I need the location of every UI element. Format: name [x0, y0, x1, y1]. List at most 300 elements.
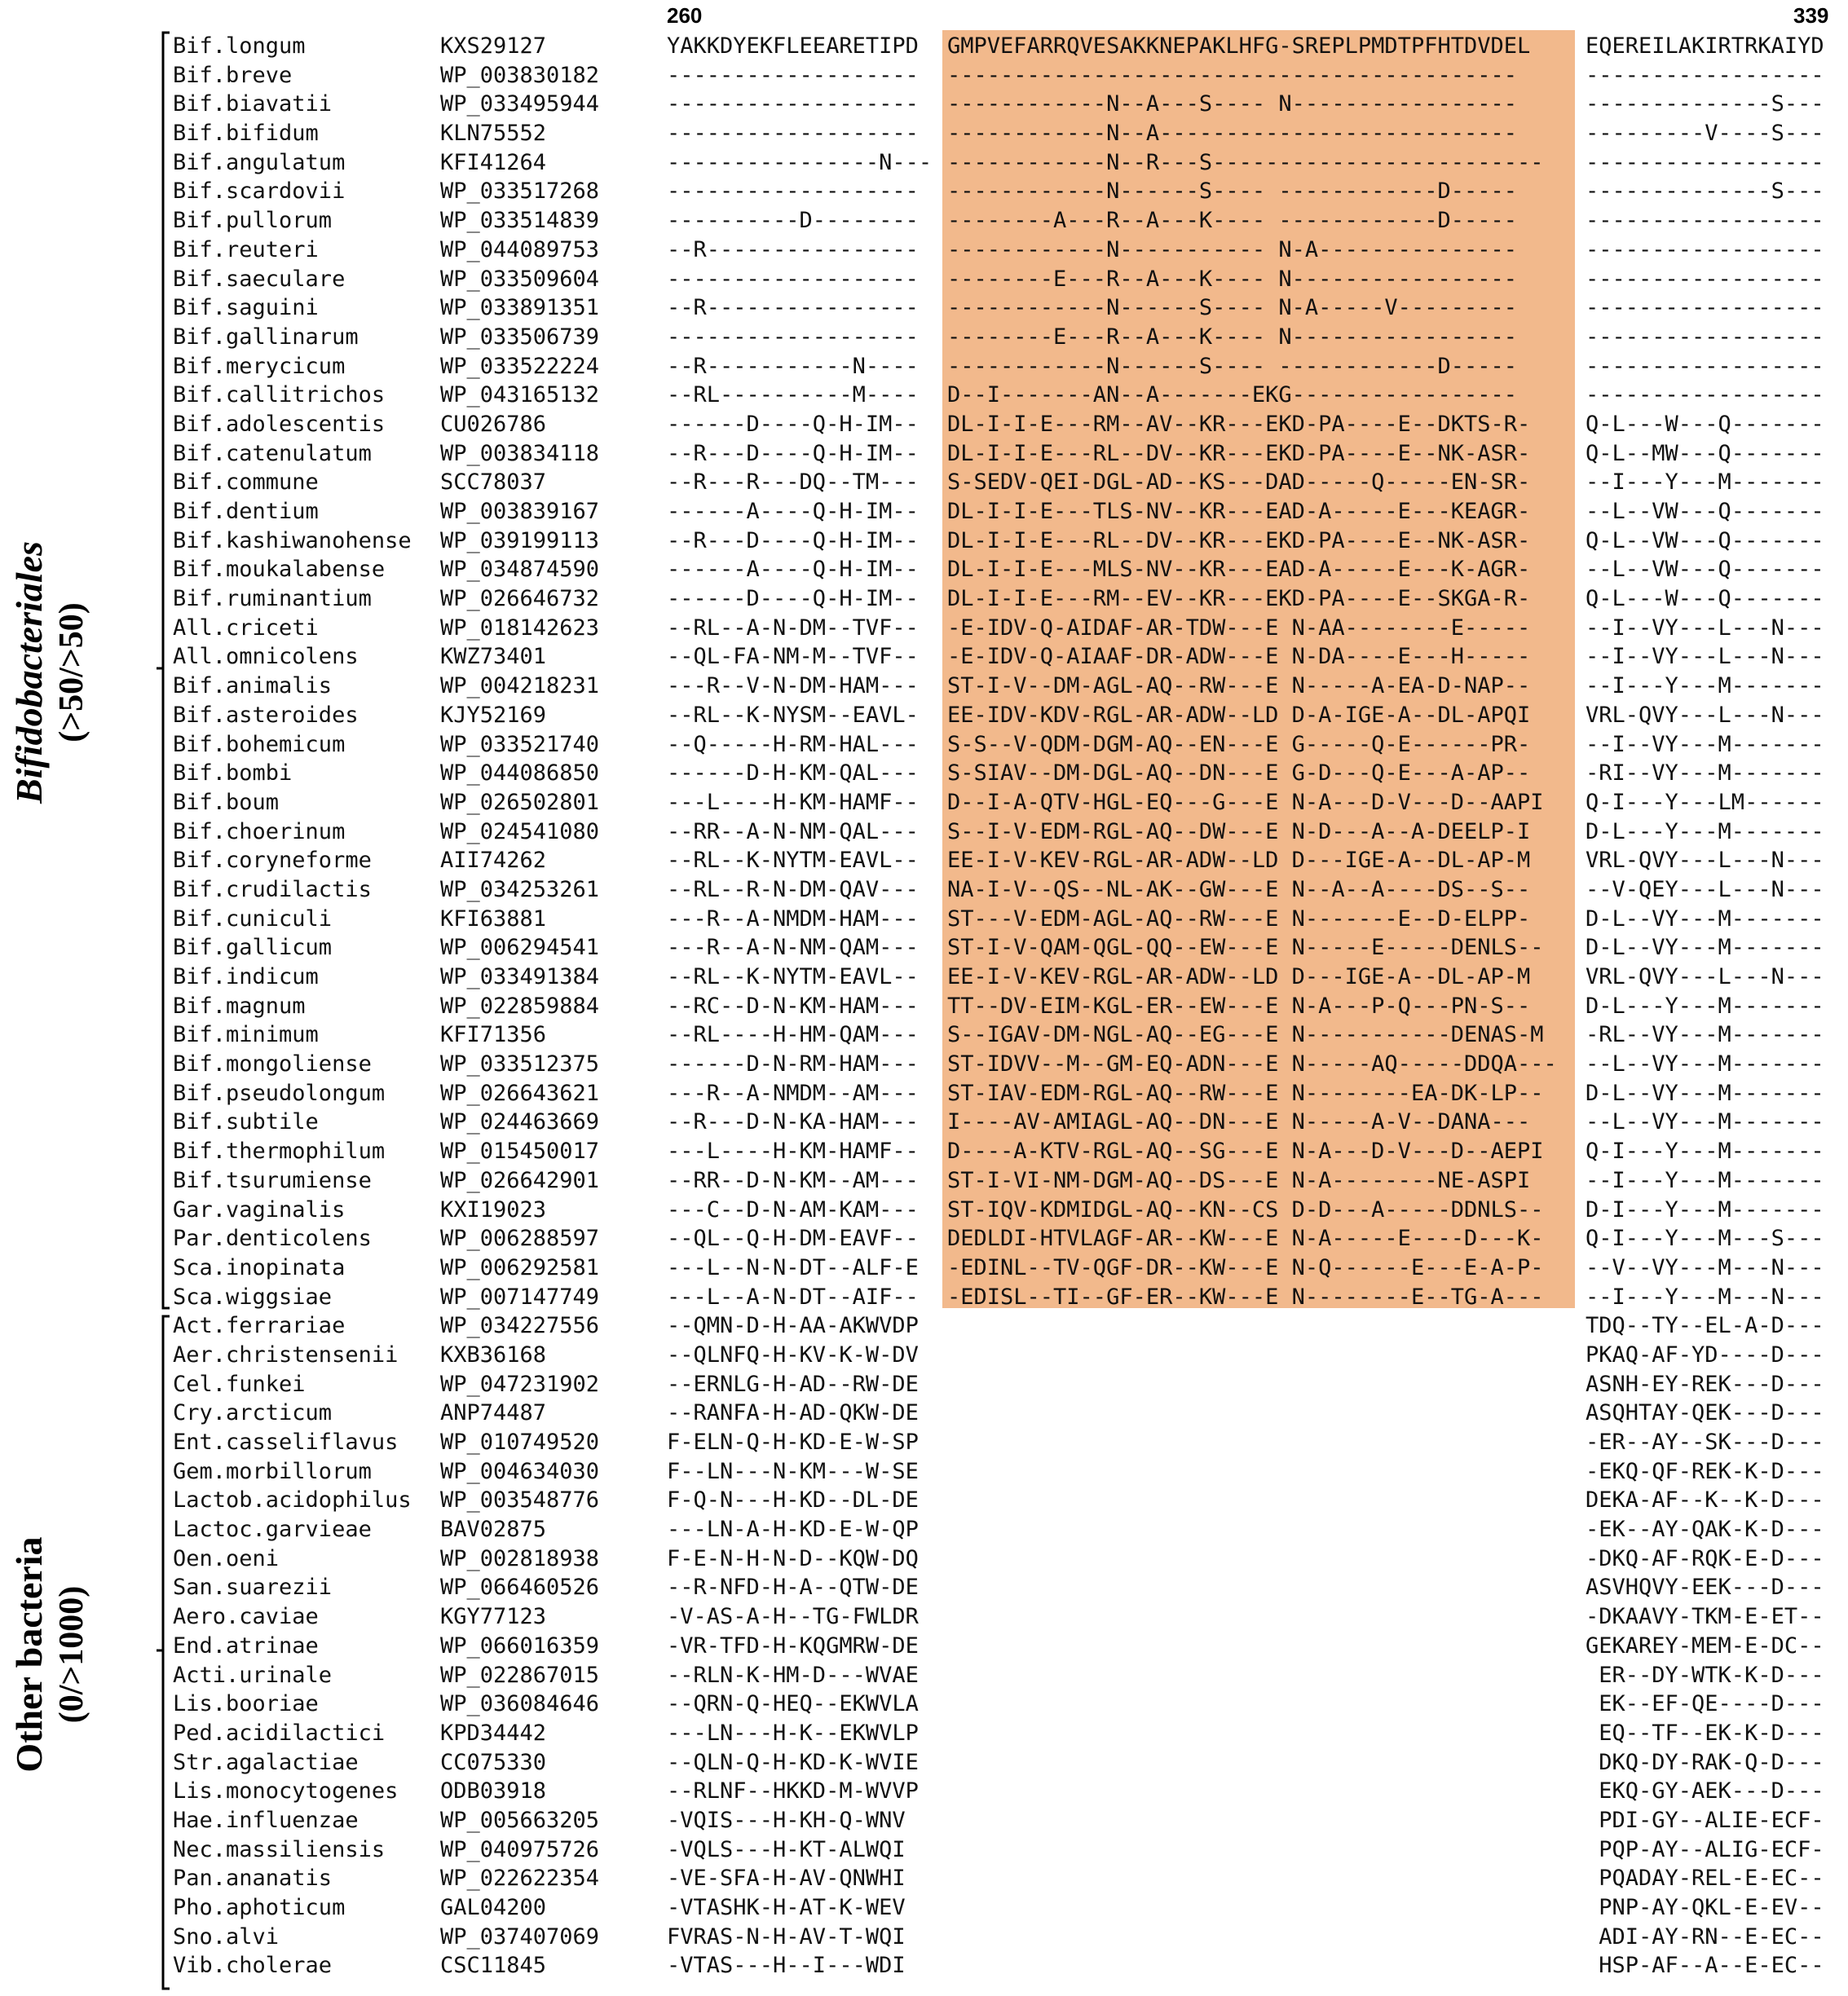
- sequence-segment-right: -EKQ-QF-REK-K-D---: [1586, 1458, 1824, 1484]
- accession-number: KFI63881: [440, 905, 547, 932]
- sequence-segment-right: -EK--AY-QAK-K-D---: [1586, 1517, 1824, 1543]
- sequence-segment-right: --I---Y---M-------: [1586, 1167, 1824, 1193]
- sequence-segment-left: --R---R---DQ--TM---: [667, 469, 919, 496]
- sequence-segment-right: --I--VY---M-------: [1586, 731, 1824, 757]
- sequence-segment-right: -ER--AY--SK---D---: [1586, 1430, 1824, 1455]
- accession-number: KFI71356: [440, 1022, 547, 1048]
- sequence-segment-right: ER--DY-WTK-K-D---: [1586, 1662, 1824, 1688]
- accession-number: WP_033495944: [440, 91, 600, 117]
- sequence-segment-left: ---L--A-N-DT--AIF--: [667, 1284, 919, 1310]
- sequence-segment-left: --QL--Q-H-DM-EAVF--: [667, 1226, 919, 1252]
- sequence-segment-right: D-L---Y---M-------: [1586, 818, 1824, 844]
- sequence-segment-right: --------------S---: [1586, 91, 1824, 117]
- species-name: Bif.saeculare: [173, 266, 346, 292]
- alignment-row: [0, 553, 1848, 583]
- sequence-segment-highlighted: ST-IQV-KDMIDGL-AQ--KN--CS D-D---A-----DDNLS--: [947, 1196, 1544, 1223]
- sequence-segment-left: ---R--A-N-NM-QAM---: [667, 935, 919, 961]
- alignment-row: [0, 729, 1848, 758]
- accession-number: ODB03918: [440, 1778, 547, 1804]
- species-name: Bif.bifidum: [173, 121, 319, 147]
- species-name: Bif.merycicum: [173, 353, 346, 379]
- alignment-row: [0, 1194, 1848, 1223]
- sequence-segment-highlighted: ST-IAV-EDM-RGL-AQ--RW---E N--------EA-DK-LP--: [947, 1080, 1544, 1106]
- sequence-segment-right: -RI--VY---M-------: [1586, 760, 1824, 787]
- sequence-segment-left: -VTAS---H--I---WDI: [667, 1953, 906, 1979]
- sequence-segment-right: ADI-AY-RN--E-EC--: [1586, 1923, 1824, 1950]
- sequence-segment-left: --R----------------: [667, 295, 919, 321]
- sequence-segment-right: EK--EF-QE----D---: [1586, 1691, 1824, 1717]
- sequence-segment-right: --L--VY---M-------: [1586, 1109, 1824, 1135]
- sequence-segment-left: --RLN-K-HM-D---WVAE: [667, 1662, 919, 1688]
- sequence-segment-left: -VE-SFA-H-AV-QNWHI: [667, 1866, 906, 1892]
- accession-number: KFI41264: [440, 149, 547, 175]
- accession-number: WP_044089753: [440, 236, 600, 262]
- group-name: Bifidobacteriales: [8, 541, 50, 804]
- sequence-segment-right: --L--VW---Q-------: [1586, 557, 1824, 583]
- accession-number: CSC11845: [440, 1953, 547, 1979]
- sequence-segment-highlighted: ------------N------S---- ------------D-----: [947, 178, 1517, 205]
- alignment-row: [0, 699, 1848, 729]
- alignment-row: [0, 59, 1848, 89]
- alignment-row: [0, 612, 1848, 641]
- species-name: Cel.funkei: [173, 1371, 306, 1397]
- accession-number: WP_033491384: [440, 964, 600, 989]
- alignment-row: [0, 1223, 1848, 1252]
- sequence-segment-left: ---R--A-NMDM--AM---: [667, 1080, 919, 1106]
- position-start-label: 260: [667, 3, 703, 28]
- sequence-segment-right: --I--VY---L---N---: [1586, 644, 1824, 670]
- accession-number: WP_066016359: [440, 1632, 600, 1659]
- sequence-segment-right: PNP-AY-QKL-E-EV--: [1586, 1895, 1824, 1920]
- species-name: Lactob.acidophilus: [173, 1487, 412, 1514]
- sequence-segment-right: VRL-QVY---L---N---: [1586, 848, 1824, 874]
- alignment-row: [0, 961, 1848, 990]
- sequence-segment-left: YAKKDYEKFLEEARETIPD: [667, 33, 919, 59]
- sequence-segment-right: PKAQ-AF-YD----D---: [1586, 1342, 1824, 1368]
- accession-number: WP_040975726: [440, 1836, 600, 1862]
- sequence-segment-left: ------A----Q-H-IM--: [667, 557, 919, 583]
- alignment-row: [0, 757, 1848, 787]
- sequence-segment-left: --RL--K-NYTM-EAVL--: [667, 964, 919, 989]
- species-name: Bif.moukalabense: [173, 557, 386, 583]
- species-name: Bif.subtile: [173, 1109, 319, 1135]
- accession-number: WP_033512375: [440, 1051, 600, 1077]
- sequence-segment-left: --QLNFQ-H-KV-K-W-DV: [667, 1342, 919, 1368]
- sequence-segment-right: ---------V----S---: [1586, 121, 1824, 147]
- sequence-segment-left: -------------------: [667, 266, 919, 292]
- alignment-row: [0, 1310, 1848, 1339]
- species-name: End.atrinae: [173, 1632, 319, 1659]
- species-name: Acti.urinale: [173, 1662, 333, 1688]
- alignment-row: [0, 1892, 1848, 1921]
- position-end-label: 339: [1793, 3, 1829, 28]
- accession-number: GAL04200: [440, 1895, 547, 1920]
- species-name: Bif.longum: [173, 33, 306, 59]
- sequence-segment-left: -------------------: [667, 121, 919, 147]
- alignment-row: [0, 1368, 1848, 1398]
- accession-number: KWZ73401: [440, 644, 547, 670]
- accession-number: WP_033514839: [440, 208, 600, 234]
- sequence-segment-left: ------D----Q-H-IM--: [667, 586, 919, 612]
- species-name: Bif.breve: [173, 62, 293, 88]
- species-name: Bif.minimum: [173, 1022, 319, 1048]
- accession-number: WP_004218231: [440, 673, 600, 699]
- sequence-segment-left: --QRN-Q-HEQ--EKWVLA: [667, 1691, 919, 1717]
- accession-number: WP_015450017: [440, 1139, 600, 1165]
- species-name: Bif.catenulatum: [173, 440, 372, 466]
- accession-number: WP_036084646: [440, 1691, 600, 1717]
- sequence-segment-left: -------------------: [667, 91, 919, 117]
- alignment-row: [0, 1397, 1848, 1426]
- accession-number: WP_024463669: [440, 1109, 600, 1135]
- accession-number: CU026786: [440, 411, 547, 437]
- sequence-segment-right: --V--VY---M---N---: [1586, 1254, 1824, 1280]
- sequence-segment-right: -DKAAVY-TKM-E-ET--: [1586, 1604, 1824, 1630]
- species-name: Bif.tsurumiense: [173, 1167, 372, 1193]
- sequence-segment-highlighted: --------E---R--A---K---- N-----------------: [947, 324, 1517, 350]
- sequence-segment-right: ------------------: [1586, 62, 1824, 88]
- alignment-row: [0, 1950, 1848, 1979]
- species-name: All.criceti: [173, 615, 319, 641]
- species-name: Bif.indicum: [173, 964, 319, 989]
- species-name: Bif.scardovii: [173, 178, 346, 205]
- accession-number: WP_006292581: [440, 1254, 600, 1280]
- alignment-row: [0, 1630, 1848, 1659]
- species-name: Bif.gallicum: [173, 935, 333, 961]
- sequence-segment-left: --RL----H-HM-QAM---: [667, 1022, 919, 1048]
- accession-number: WP_026646732: [440, 586, 600, 612]
- sequence-segment-left: ---LN---H-K--EKWVLP: [667, 1720, 919, 1746]
- sequence-segment-right: ------------------: [1586, 266, 1824, 292]
- accession-number: KXB36168: [440, 1342, 547, 1368]
- accession-number: WP_022622354: [440, 1866, 600, 1892]
- sequence-segment-highlighted: EE-I-V-KEV-RGL-AR-ADW--LD D---IGE-A--DL-AP-M: [947, 964, 1531, 989]
- alignment-row: [0, 147, 1848, 176]
- accession-number: WP_006288597: [440, 1226, 600, 1252]
- accession-number: WP_010749520: [440, 1430, 600, 1455]
- species-name: Vib.cholerae: [173, 1953, 333, 1979]
- sequence-segment-highlighted: S--I-V-EDM-RGL-AQ--DW---E N-D---A--A-DEELP-I: [947, 818, 1531, 844]
- alignment-row: [0, 641, 1848, 670]
- sequence-segment-highlighted: -E-IDV-Q-AIAAF-DR-ADW---E N-DA----E---H-----: [947, 644, 1531, 670]
- alignment-row: [0, 175, 1848, 205]
- sequence-segment-left: --R-NFD-H-A--QTW-DE: [667, 1575, 919, 1601]
- sequence-segment-right: Q-L---W---Q-------: [1586, 586, 1824, 612]
- alignment-row: [0, 1514, 1848, 1543]
- species-name: Gem.morbillorum: [173, 1458, 372, 1484]
- alignment-row: [0, 117, 1848, 147]
- sequence-segment-right: ------------------: [1586, 353, 1824, 379]
- sequence-segment-right: Q-L--VW---Q-------: [1586, 527, 1824, 553]
- sequence-segment-left: -VQLS---H-KT-ALWQI: [667, 1836, 906, 1862]
- species-name: Lactoc.garvieae: [173, 1517, 372, 1543]
- sequence-segment-left: ------A----Q-H-IM--: [667, 499, 919, 524]
- species-name: Bif.saguini: [173, 295, 319, 321]
- sequence-segment-highlighted: DL-I-I-E---TLS-NV--KR---EAD-A-----E---KEAGR-: [947, 499, 1531, 524]
- accession-number: BAV02875: [440, 1517, 547, 1543]
- sequence-segment-highlighted: S-SIAV--DM-DGL-AQ--DN---E G-D---Q-E---A-AP--: [947, 760, 1531, 787]
- group-support: (0/>1000): [53, 1585, 90, 1724]
- species-name: Bif.angulatum: [173, 149, 346, 175]
- sequence-segment-left: --RLNF--HKKD-M-WVVP: [667, 1778, 919, 1804]
- species-name: Bif.mongoliense: [173, 1051, 372, 1077]
- sequence-segment-left: F-Q-N---H-KD--DL-DE: [667, 1487, 919, 1514]
- sequence-segment-left: ---L----H-KM-HAMF--: [667, 789, 919, 815]
- sequence-segment-highlighted: ------------N----------- N-A---------------: [947, 236, 1517, 262]
- sequence-segment-left: --RR--A-N-NM-QAL---: [667, 818, 919, 844]
- sequence-segment-left: --RL--K-NYTM-EAVL--: [667, 848, 919, 874]
- sequence-segment-highlighted: D----A-KTV-RGL-AQ--SG---E N-A---D-V---D--AEPI: [947, 1139, 1544, 1165]
- species-name: Bif.boum: [173, 789, 280, 815]
- sequence-segment-right: ------------------: [1586, 324, 1824, 350]
- sequence-segment-left: --RL--K-NYSM--EAVL-: [667, 702, 919, 728]
- alignment-row: [0, 1426, 1848, 1456]
- sequence-segment-highlighted: ------------N--A---S---- N-----------------: [947, 91, 1517, 117]
- sequence-segment-right: --L--VY---M-------: [1586, 1051, 1824, 1077]
- sequence-segment-highlighted: ------------N--A---------------------------: [947, 121, 1517, 147]
- species-name: Bif.commune: [173, 469, 319, 496]
- alignment-row: [0, 379, 1848, 408]
- alignment-row: [0, 990, 1848, 1020]
- sequence-segment-left: -------------------: [667, 324, 919, 350]
- accession-number: KXI19023: [440, 1196, 547, 1223]
- sequence-segment-left: --R-----------N----: [667, 353, 919, 379]
- sequence-segment-right: VRL-QVY---L---N---: [1586, 702, 1824, 728]
- sequence-segment-right: ------------------: [1586, 382, 1824, 408]
- alignment-row: [0, 1834, 1848, 1863]
- alignment-row: [0, 1688, 1848, 1717]
- sequence-segment-left: ----------D--------: [667, 208, 919, 234]
- sequence-segment-left: --QL-FA-NM-M--TVF--: [667, 644, 919, 670]
- alignment-row: [0, 292, 1848, 321]
- species-name: Bif.magnum: [173, 993, 306, 1019]
- alignment-row: [0, 1921, 1848, 1950]
- accession-number: WP_034227556: [440, 1313, 600, 1339]
- species-name: Bif.asteroides: [173, 702, 359, 728]
- sequence-segment-right: D-L--VY---M-------: [1586, 1080, 1824, 1106]
- sequence-segment-highlighted: ST-IDVV--M--GM-EQ-ADN---E N-----AQ-----DDQA---: [947, 1051, 1557, 1077]
- sequence-segment-highlighted: ST-I-V-QAM-QGL-QQ--EW---E N-----E-----DENLS--: [947, 935, 1544, 961]
- alignment-row: [0, 350, 1848, 380]
- alignment-row: [0, 1165, 1848, 1194]
- species-name: Pan.ananatis: [173, 1866, 333, 1892]
- sequence-segment-right: HSP-AF--A--E-EC--: [1586, 1953, 1824, 1979]
- alignment-row: [0, 408, 1848, 438]
- accession-number: WP_018142623: [440, 615, 600, 641]
- accession-number: WP_003834118: [440, 440, 600, 466]
- accession-number: KLN75552: [440, 121, 547, 147]
- sequence-segment-right: GEKAREY-MEM-E-DC--: [1586, 1632, 1824, 1659]
- sequence-segment-highlighted: D--I-A-QTV-HGL-EQ---G---E N-A---D-V---D--AAPI: [947, 789, 1544, 815]
- sequence-segment-left: --RR--D-N-KM--AM---: [667, 1167, 919, 1193]
- sequence-segment-highlighted: ------------N------S---- N-A-----V---------: [947, 295, 1517, 321]
- alignment-row: [0, 844, 1848, 874]
- accession-number: WP_007147749: [440, 1284, 600, 1310]
- alignment-row: [0, 1659, 1848, 1689]
- sequence-segment-highlighted: -EDISL--TI--GF-ER--KW---E N--------E--TG-A---: [947, 1284, 1544, 1310]
- sequence-segment-right: ------------------: [1586, 149, 1824, 175]
- sequence-segment-right: EKQ-GY-AEK---D---: [1586, 1778, 1824, 1804]
- accession-number: WP_006294541: [440, 935, 600, 961]
- species-name: Sca.inopinata: [173, 1254, 346, 1280]
- accession-number: WP_034253261: [440, 876, 600, 902]
- accession-number: WP_033509604: [440, 266, 600, 292]
- alignment-row: [0, 525, 1848, 554]
- sequence-segment-highlighted: DL-I-I-E---RM--EV--KR---EKD-PA----E--SKGA-R-: [947, 586, 1531, 612]
- sequence-segment-highlighted: S-SEDV-QEI-DGL-AD--KS---DAD-----Q-----EN-SR-: [947, 469, 1531, 496]
- sequence-segment-highlighted: ST---V-EDM-AGL-AQ--RW---E N-------E--D-ELPP-: [947, 905, 1531, 932]
- sequence-segment-right: --I---Y---M-------: [1586, 469, 1824, 496]
- accession-number: KGY77123: [440, 1604, 547, 1630]
- alignment-row: [0, 30, 1848, 59]
- alignment-row: [0, 1339, 1848, 1368]
- species-name: Nec.massiliensis: [173, 1836, 386, 1862]
- sequence-segment-left: F--LN---N-KM---W-SE: [667, 1458, 919, 1484]
- sequence-segment-right: ASVHQVY-EEK---D---: [1586, 1575, 1824, 1601]
- accession-number: WP_026502801: [440, 789, 600, 815]
- sequence-segment-left: ---LN-A-H-KD-E-W-QP: [667, 1517, 919, 1543]
- species-name: Bif.animalis: [173, 673, 333, 699]
- alignment-row: [0, 670, 1848, 699]
- sequence-segment-left: ---L--N-N-DT--ALF-E: [667, 1254, 919, 1280]
- alignment-row: [0, 1601, 1848, 1630]
- alignment-row: [0, 88, 1848, 117]
- sequence-segment-right: --I---Y---M-------: [1586, 673, 1824, 699]
- accession-number: WP_002818938: [440, 1545, 600, 1571]
- species-name: Bif.choerinum: [173, 818, 346, 844]
- sequence-segment-highlighted: DL-I-I-E---RL--DV--KR---EKD-PA----E--NK-ASR-: [947, 527, 1531, 553]
- alignment-row: [0, 1543, 1848, 1572]
- sequence-segment-left: ---L----H-KM-HAMF--: [667, 1139, 919, 1165]
- accession-number: WP_043165132: [440, 382, 600, 408]
- alignment-row: [0, 1048, 1848, 1077]
- sequence-segment-left: FVRAS-N-H-AV-T-WQI: [667, 1923, 906, 1950]
- accession-number: CC075330: [440, 1749, 547, 1775]
- sequence-segment-left: --QLN-Q-H-KD-K-WVIE: [667, 1749, 919, 1775]
- sequence-segment-highlighted: DEDLDI-HTVLAGF-AR--KW---E N-A-----E----D---K-: [947, 1226, 1544, 1252]
- accession-number: WP_026643621: [440, 1080, 600, 1106]
- sequence-segment-left: F-E-N-H-N-D--KQW-DQ: [667, 1545, 919, 1571]
- accession-number: KXS29127: [440, 33, 547, 59]
- sequence-segment-highlighted: ------------N------S---- ------------D-----: [947, 353, 1517, 379]
- species-name: Bif.coryneforme: [173, 848, 372, 874]
- species-name: Bif.dentium: [173, 499, 319, 524]
- species-name: Sno.alvi: [173, 1923, 280, 1950]
- species-name: Aero.caviae: [173, 1604, 319, 1630]
- sequence-segment-left: --RANFA-H-AD-QKW-DE: [667, 1400, 919, 1426]
- sequence-segment-highlighted: EE-IDV-KDV-RGL-AR-ADW--LD D-A-IGE-A--DL-APQI: [947, 702, 1531, 728]
- accession-number: WP_033522224: [440, 353, 600, 379]
- alignment-row: [0, 321, 1848, 350]
- sequence-segment-right: Q-I---Y---M---S---: [1586, 1226, 1824, 1252]
- sequence-segment-highlighted: DL-I-I-E---RL--DV--KR---EKD-PA----E--NK-ASR-: [947, 440, 1531, 466]
- sequence-segment-left: -V-AS-A-H--TG-FWLDR: [667, 1604, 919, 1630]
- species-name: Oen.oeni: [173, 1545, 280, 1571]
- sequence-segment-right: D-L--VY---M-------: [1586, 935, 1824, 961]
- species-name: Bif.crudilactis: [173, 876, 372, 902]
- alignment-row: [0, 1747, 1848, 1776]
- accession-number: WP_005663205: [440, 1807, 600, 1833]
- sequence-segment-left: --R---D----Q-H-IM--: [667, 440, 919, 466]
- sequence-segment-right: ASNH-EY-REK---D---: [1586, 1371, 1824, 1397]
- sequence-segment-left: ------D----Q-H-IM--: [667, 411, 919, 437]
- sequence-segment-highlighted: GMPVEFARRQVESAKKNEPAKLHFG-SREPLPMDTPFHTDVDEL: [947, 33, 1531, 59]
- sequence-segment-right: ------------------: [1586, 208, 1824, 234]
- accession-number: WP_003830182: [440, 62, 600, 88]
- sequence-segment-right: --V-QEY---L---N---: [1586, 876, 1824, 902]
- sequence-segment-right: D-I---Y---M-------: [1586, 1196, 1824, 1223]
- alignment-row: [0, 234, 1848, 263]
- sequence-segment-left: --Q-----H-RM-HAL---: [667, 731, 919, 757]
- species-name: Ped.acidilactici: [173, 1720, 386, 1746]
- species-name: Lis.monocytogenes: [173, 1778, 399, 1804]
- sequence-segment-left: --RL----------M----: [667, 382, 919, 408]
- sequence-segment-left: ------D-H-KM-QAL---: [667, 760, 919, 787]
- species-name: Bif.biavatii: [173, 91, 333, 117]
- species-name: Bif.kashiwanohense: [173, 527, 412, 553]
- alignment-row: [0, 1804, 1848, 1834]
- sequence-segment-left: --ERNLG-H-AD--RW-DE: [667, 1371, 919, 1397]
- sequence-segment-left: -VR-TFD-H-KQGMRW-DE: [667, 1632, 919, 1659]
- sequence-segment-left: ------D-N-RM-HAM---: [667, 1051, 919, 1077]
- sequence-segment-left: -------------------: [667, 178, 919, 205]
- alignment-row: [0, 438, 1848, 467]
- sequence-segment-highlighted: EE-I-V-KEV-RGL-AR-ADW--LD D---IGE-A--DL-AP-M: [947, 848, 1531, 874]
- sequence-segment-right: Q-L--MW---Q-------: [1586, 440, 1824, 466]
- sequence-segment-highlighted: ST-I-VI-NM-DGM-AQ--DS---E N-A--------NE-ASPI: [947, 1167, 1531, 1193]
- sequence-segment-highlighted: DL-I-I-E---RM--AV--KR---EKD-PA----E--DKTS-R-: [947, 411, 1531, 437]
- sequence-segment-right: -DKQ-AF-RQK-E-D---: [1586, 1545, 1824, 1571]
- sequence-segment-left: F-ELN-Q-H-KD-E-W-SP: [667, 1430, 919, 1455]
- alignment-rows: [0, 30, 1848, 1979]
- sequence-segment-left: ---R--A-NMDM-HAM---: [667, 905, 919, 932]
- sequence-segment-right: DEKA-AF--K--K-D---: [1586, 1487, 1824, 1514]
- sequence-segment-right: EQ--TF--EK-K-D---: [1586, 1720, 1824, 1746]
- sequence-segment-left: ----------------N---: [667, 149, 933, 175]
- accession-number: WP_033517268: [440, 178, 600, 205]
- accession-number: WP_037407069: [440, 1923, 600, 1950]
- sequence-segment-left: --RL--A-N-DM--TVF--: [667, 615, 919, 641]
- sequence-segment-highlighted: S-S--V-QDM-DGM-AQ--EN---E G-----Q-E------PR-: [947, 731, 1531, 757]
- sequence-segment-highlighted: -E-IDV-Q-AIDAF-AR-TDW---E N-AA--------E-----: [947, 615, 1531, 641]
- sequence-segment-left: -VTASHK-H-AT-K-WEV: [667, 1895, 906, 1920]
- alignment-row: [0, 787, 1848, 816]
- alignment-row: [0, 903, 1848, 932]
- species-name: Ent.casseliflavus: [173, 1430, 399, 1455]
- alignment-row: [0, 1862, 1848, 1892]
- sequence-segment-right: EQEREILAKIRTRKAIYD: [1586, 33, 1824, 59]
- species-name: Bif.pseudolongum: [173, 1080, 386, 1106]
- sequence-segment-right: Q-L---W---Q-------: [1586, 411, 1824, 437]
- accession-number: WP_022867015: [440, 1662, 600, 1688]
- sequence-segment-right: --I--VY---L---N---: [1586, 615, 1824, 641]
- species-name: Bif.bohemicum: [173, 731, 346, 757]
- accession-number: WP_033506739: [440, 324, 600, 350]
- accession-number: WP_034874590: [440, 557, 600, 583]
- alignment-row: [0, 1456, 1848, 1485]
- sequence-segment-left: --RC--D-N-KM-HAM---: [667, 993, 919, 1019]
- accession-number: WP_004634030: [440, 1458, 600, 1484]
- alignment-row: [0, 583, 1848, 612]
- sequence-segment-highlighted: -EDINL--TV-QGF-DR--KW---E N-Q------E---E-A-P-: [947, 1254, 1544, 1280]
- alignment-row: [0, 1019, 1848, 1048]
- accession-number: WP_024541080: [440, 818, 600, 844]
- accession-number: WP_044086850: [440, 760, 600, 787]
- species-name: Bif.thermophilum: [173, 1139, 386, 1165]
- accession-number: ANP74487: [440, 1400, 547, 1426]
- species-name: Gar.vaginalis: [173, 1196, 346, 1223]
- group-support: (>50/>50): [53, 602, 90, 742]
